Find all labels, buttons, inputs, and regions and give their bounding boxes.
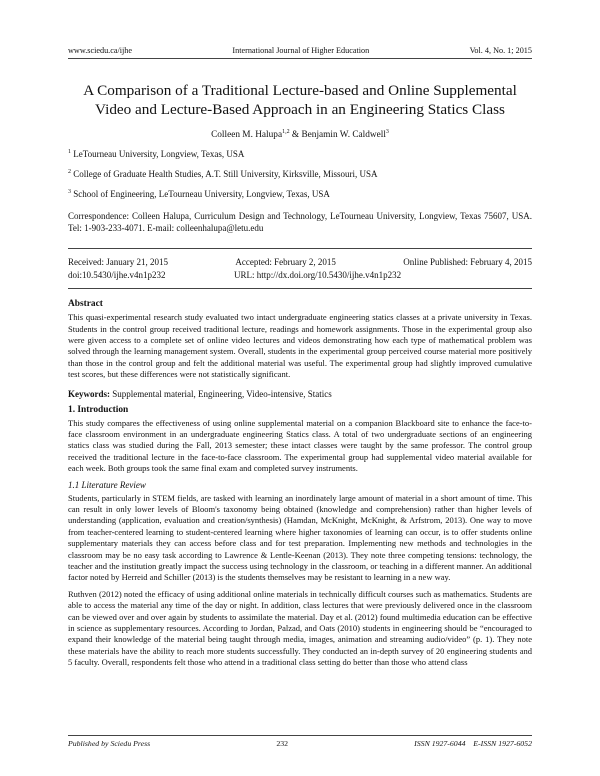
running-header [68, 46, 532, 59]
doi-line [68, 270, 532, 289]
doi-url[interactable]: URL: http://dx.doi.org/10.5430/ijhe.v4n1p232 [234, 270, 402, 281]
journal-name: International Journal of Higher Education [232, 46, 370, 55]
literature-review-heading: 1.1 Literature Review [68, 479, 146, 490]
publication-dates [68, 248, 532, 267]
abstract-text: This quasi-experimental research study evaluated two intact undergraduate engineering statics classes at a private university in Texas. Students in the control group received traditional lecture, readings and homework assignments. Those in the experimental group also were given access to a complete set of online video lectures and videos demonstrating how each type of mathematical problem was solved through the learning management system. Overall, students in the experimental group perceived course material more positively than those in the control group and felt the additional material was useful. The experimental group had slightly improved cumulative test scores, but these differences were not statistically significant. [68, 312, 532, 380]
literature-paragraph-2: Ruthven (2012) noted the efficacy of using additional online materials in technically difficult courses such as mathematics. Students are able to access the material any time of the day or night. In addition, class lectures that were previously delivered once in the classroom can be viewed over and over again by students to assimilate the material. Day et al. (2012) found multimedia education can be effective in science as supplementary resources. According to Jordan, Palzad, and Oats (2010) students in engineering should be “encouraged to expand their knowledge of the material being taught through media, images, animation and streaming audio/video” (p. 1). They note these materials have the ability to reach more students successfully. They conducted an in-depth survey of 20 engineering students and 5 faculty. Overall, respondents felt those who attend in a traditional class setting do better than those who attend class [68, 588, 532, 668]
author-line: Colleen M. Halupa$^{1,2}$ & Benjamin W. Caldwell$^3$ [211, 129, 389, 141]
keywords: Keywords: Supplemental material, Engineering, Video-intensive, Statics [68, 388, 332, 399]
received-date: Received: January 21, 2015 [68, 257, 168, 268]
introduction-heading: 1. Introduction [68, 404, 129, 415]
doi: doi:10.5430/ijhe.v4n1p232 [68, 270, 166, 281]
correspondence: Correspondence: Colleen Halupa, Curriculum Design and Technology, LeTourneau University, Longview, Texas 75607, USA. Tel: 1-903-233-4071. E-mail: colleenhalupa@letu.edu [68, 211, 532, 234]
issn: ISSN 1927-6044 E-ISSN 1927-6052 [414, 739, 532, 748]
page-footer [68, 735, 532, 748]
publisher: Published by Sciedu Press [68, 739, 151, 748]
literature-paragraph-1: Students, particularly in STEM fields, are tasked with learning an inordinately large amount of material in a short amount of time. This can result in only lower levels of Bloom's taxonomy being obtained (knowledge and comprehension) rather than higher levels of understanding (application, evaluation and creation/synthesis) (Hamdan, McKnight, McKnight, & Arfstrom, 2013). One way to move from teacher-centered learning to student-centered learning where higher taxonomies of learning can occur, is to offer students online supplementary materials they can access before class and for test preparation. Implementing new methods and technologies in the classroom may be no easy task according to Lawrence & Lentle-Keenan (2013). They note three competing tensions: technology, the teacher and the institution greatly impact the success using technology in the classroom, or teaching in a different manner. An additional factor noted by Herreid and Schiller (2013) is the students themselves may be resistant to learning in a new way. [68, 492, 532, 583]
accepted-date: Accepted: February 2, 2015 [235, 257, 336, 268]
volume-info: Vol. 4, No. 1; 2015 [469, 46, 532, 55]
article-page [68, 46, 532, 669]
page-number: 232 [276, 739, 289, 748]
affiliation-1: $^1$ LeTourneau University, Longview, Texas, USA [68, 149, 245, 160]
affiliation-3: $^3$ School of Engineering, LeTourneau University, Longview, Texas, USA [68, 189, 330, 200]
journal-url[interactable]: www.sciedu.ca/ijhe [68, 46, 133, 55]
abstract-heading: Abstract [68, 299, 103, 310]
introduction-text: This study compares the effectiveness of using online supplemental material on a companion Blackboard site to enhance the face-to-face classroom environment in an undergraduate engineering Statics class. A total of two undergraduate sections of an engineering statics class was studied during the Fall, 2013 semester; these intact classes were taught by the same professor. The control group received the traditional lecture in the face-to-face classroom. The experimental group had supplemental video material available for each week. Both groups took the same final exam and completed survey instruments. [68, 417, 532, 474]
article-title: A Comparison of a Traditional Lecture-based and Online Supplemental Video and Lecture-Based Approach in an Engineering Statics Class [83, 82, 517, 118]
affiliation-2: $^2$ College of Graduate Health Studies, A.T. Still University, Kirksville, Missouri, USA [68, 169, 378, 180]
published-date: Online Published: February 4, 2015 [403, 257, 532, 268]
